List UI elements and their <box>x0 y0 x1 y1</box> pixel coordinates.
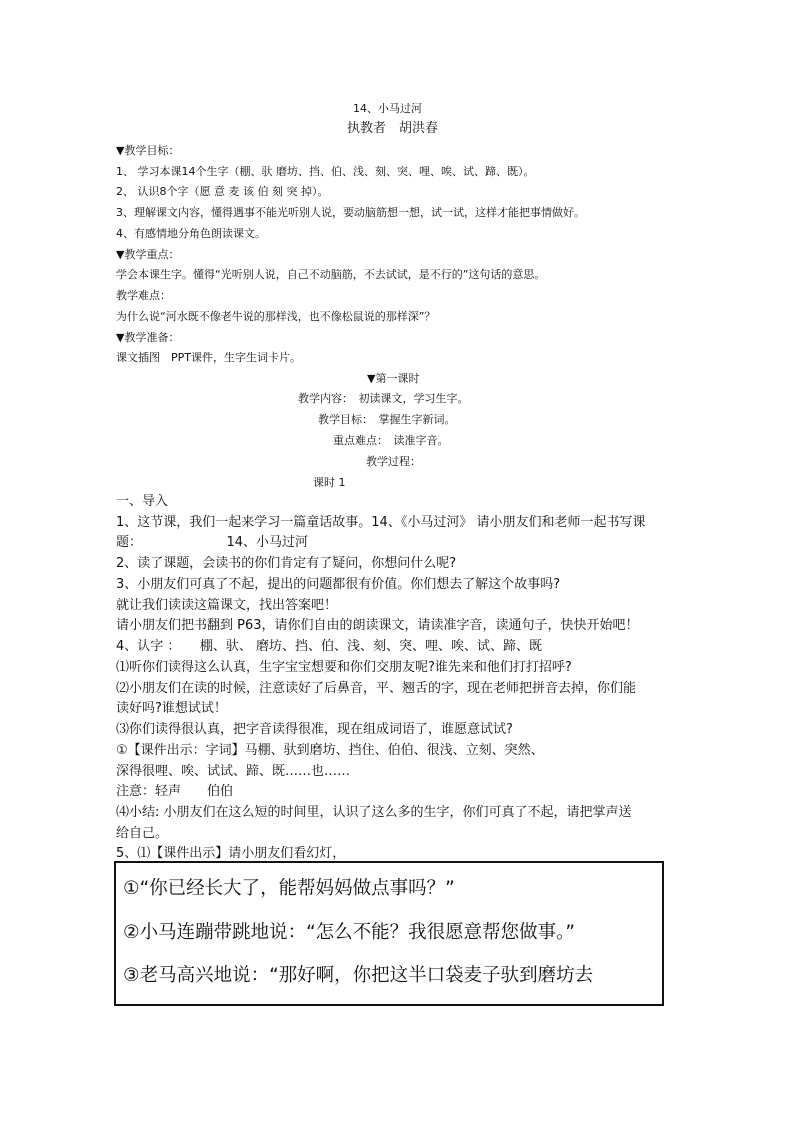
section-heading: 一、导入 <box>116 494 169 509</box>
body-line: ①【课件出示：字词】马棚、驮到磨坊、挡住、伯伯、很浅、立刻、突然、 <box>116 743 544 758</box>
slide-line-3: ③老马高兴地说：“那好啊，你把这半口袋麦子驮到磨坊去 <box>123 965 594 986</box>
body-line: 1、这节课，我们一起来学习一篇童话故事。14、《小马过河》 请小朋友们和老师一起书写课 <box>116 515 646 530</box>
goal-item: 2、 认识8个字（愿 意 麦 该 伯 刻 突 掉）。 <box>116 185 329 198</box>
lesson1-heading: ▼第一课时 <box>367 372 420 385</box>
goals-heading: ▼教学目标： <box>116 144 180 157</box>
prep-text: 课文插图 PPT课件，生字生词卡片。 <box>116 351 301 364</box>
body-line: ⑶你们读得很认真，把字音读得很准，现在组成词语了，谁愿意试试? <box>116 722 513 737</box>
body-line: ⑴听你们读得这么认真，生字宝宝想要和你们交朋友呢?谁先来和他们打打招呼? <box>116 660 572 675</box>
body-line: 深得很哩、唉、试试、蹄、既……也…… <box>116 764 351 779</box>
lesson1-period: 课时 1 <box>313 476 346 489</box>
key-points-text: 学会本课生字。懂得“光听别人说，自己不动脑筋，不去试试，是不行的”这句话的意思。 <box>116 268 546 281</box>
body-line: 注意：轻声 伯伯 <box>116 784 234 799</box>
lesson1-content: 教学内容： 初读课文，学习生字。 <box>298 392 469 405</box>
body-line: 4、认字 ： 棚、驮、 磨坊、挡、伯、浅、刻、突、哩、唉、试、蹄、既 <box>116 639 543 654</box>
body-line: 给自己。 <box>116 826 169 841</box>
slide-box <box>114 861 664 1006</box>
body-line: ⑵小朋友们在读的时候，注意读好了后鼻音，平、翘舌的字，现在老师把拼音去掉，你们能 <box>116 681 637 696</box>
prep-heading: ▼教学准备： <box>116 331 180 344</box>
body-line: 就让我们读读这篇课文，找出答案吧！ <box>116 598 338 613</box>
lesson1-difficulty: 重点难点： 读准字音。 <box>333 434 449 447</box>
page-title: 14、小马过河 <box>353 102 422 115</box>
body-line: 2、读了课题，会读书的你们肯定有了疑问，你想问什么呢? <box>116 556 457 571</box>
difficulty-heading: 教学难点： <box>116 289 171 302</box>
difficulty-text: 为什么说“河水既不像老牛说的那样浅，也不像松鼠说的那样深”？ <box>116 310 436 323</box>
body-line: ⑷小结: 小朋友们在这么短的时间里，认识了这么多的生字，你们可真了不起，请把掌声送 <box>116 805 632 820</box>
body-line: 读好吗?谁想试试！ <box>116 701 227 716</box>
key-points-heading: ▼教学重点： <box>116 248 180 261</box>
body-line: 题： 14、小马过河 <box>116 535 309 550</box>
body-line: 5、⑴【课件出示】请小朋友们看幻灯， <box>116 846 346 861</box>
slide-line-1: ①“你已经长大了，能帮妈妈做点事吗？” <box>123 878 455 899</box>
goal-item: 3、理解课文内容，懂得遇事不能光听别人说，要动脑筋想一想，试一试，这样才能把事情做好。 <box>116 206 585 219</box>
body-line: 3、小朋友们可真了不起，提出的问题都很有价值。你们想去了解这个故事吗? <box>116 577 561 592</box>
author-line: 执教者 胡洪春 <box>347 121 439 136</box>
goal-item: 1、 学习本课14个生字（棚、驮 磨坊、挡、伯、浅、刻、突、哩、唉、试、蹄、既）。 <box>116 165 535 178</box>
goal-item: 4、有感情地分角色朗读课文。 <box>116 227 266 240</box>
body-line: 请小朋友们把书翻到 P63，请你们自由的朗读课文，请读准字音，读通句子，快快开始吧！ <box>116 618 639 633</box>
lesson1-process: 教学过程： <box>366 455 421 468</box>
slide-line-2: ②小马连蹦带跳地说：“怎么不能？我很愿意帮您做事。” <box>123 922 576 943</box>
lesson1-goal: 教学目标： 掌握生字新词。 <box>318 413 456 426</box>
